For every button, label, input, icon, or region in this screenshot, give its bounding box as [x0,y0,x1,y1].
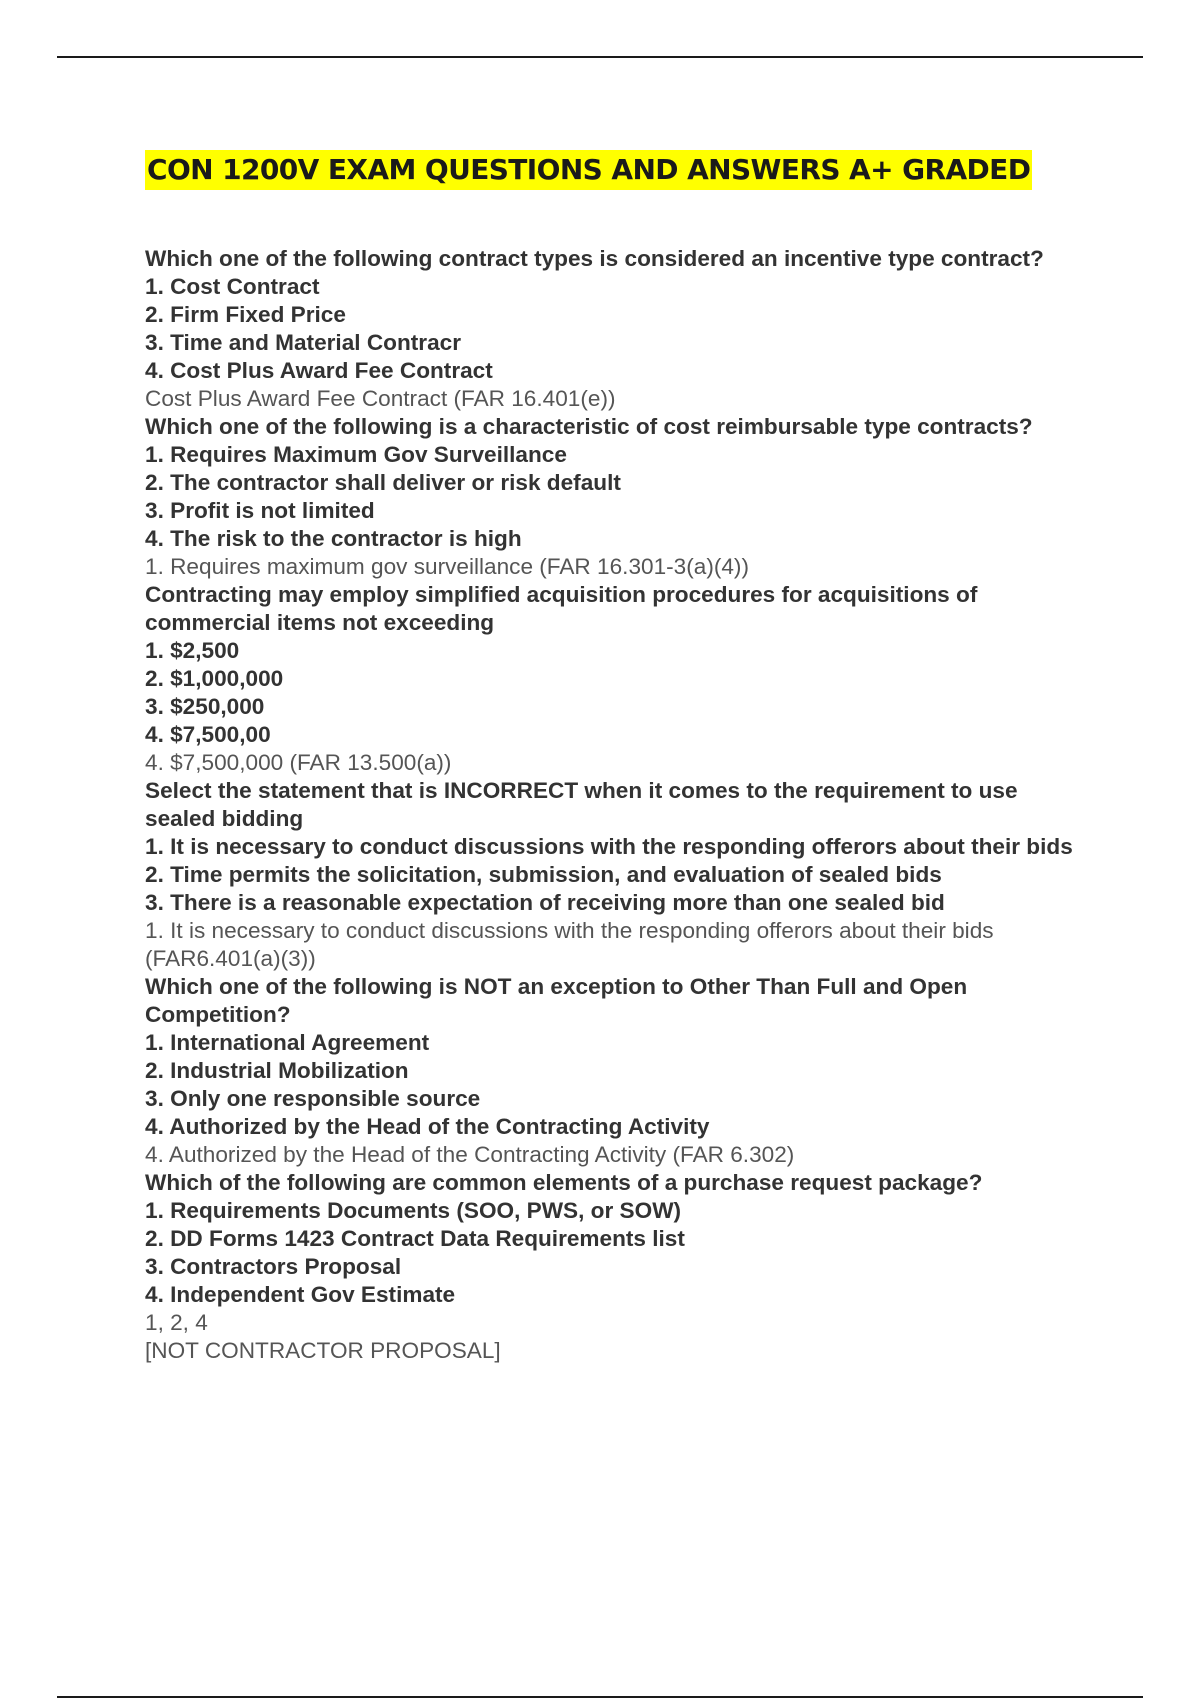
answer-option: 2. DD Forms 1423 Contract Data Requirements list [145,1226,685,1251]
answer-option: 3. Only one responsible source [145,1086,481,1111]
correct-answer: 1. Requires maximum gov surveillance (FAR 16.301-3(a)(4)) [145,554,749,579]
question-text: Which one of the following is a characteristic of cost reimbursable type contracts? [145,414,1033,439]
answer-option: 3. Contractors Proposal [145,1254,402,1279]
answer-option: 2. Industrial Mobilization [145,1058,409,1083]
question-block [145,973,1085,1169]
answer-option: 3. There is a reasonable expectation of receiving more than one sealed bid [145,890,945,915]
correct-answer: 1. It is necessary to conduct discussions with the responding offerors about their bids (FAR6.401(a)(3)) [145,918,994,971]
correct-answer: 4. $7,500,000 (FAR 13.500(a)) [145,750,452,775]
answer-option: 2. Firm Fixed Price [145,302,346,327]
question-block [145,581,1085,777]
answer-option: 3. $250,000 [145,694,265,719]
correct-answer: 1, 2, 4 [145,1310,208,1335]
correct-answer-note: [NOT CONTRACTOR PROPOSAL] [145,1338,501,1363]
answer-option: 3. Time and Material Contracr [145,330,461,355]
answer-option: 2. Time permits the solicitation, submission, and evaluation of sealed bids [145,862,942,887]
answer-option: 4. The risk to the contractor is high [145,526,522,551]
answer-option: 1. International Agreement [145,1030,430,1055]
answer-option: 1. Requirements Documents (SOO, PWS, or SOW) [145,1198,682,1223]
answer-option: 4. Independent Gov Estimate [145,1282,456,1307]
answer-option: 4. Cost Plus Award Fee Contract [145,358,493,383]
answer-option: 1. Requires Maximum Gov Surveillance [145,442,567,467]
answer-option: 1. It is necessary to conduct discussions with the responding offerors about their bids [145,834,1073,859]
question-text: Which one of the following is NOT an exception to Other Than Full and Open Competition? [145,974,968,1027]
question-block [145,1169,1085,1365]
correct-answer: 4. Authorized by the Head of the Contracting Activity (FAR 6.302) [145,1142,795,1167]
document-title: CON 1200V EXAM QUESTIONS AND ANSWERS A+ GRADED [145,150,1032,190]
answer-option: 4. $7,500,00 [145,722,271,747]
answer-option: 2. The contractor shall deliver or risk default [145,470,621,495]
header-rule [57,56,1143,58]
question-text: Which of the following are common elements of a purchase request package? [145,1170,983,1195]
question-block [145,245,1085,413]
answer-option: 4. Authorized by the Head of the Contracting Activity [145,1114,710,1139]
footer-rule [57,1696,1143,1698]
answer-option: 2. $1,000,000 [145,666,284,691]
answer-option: 1. Cost Contract [145,274,320,299]
answer-option: 1. $2,500 [145,638,240,663]
question-block [145,413,1085,581]
correct-answer: Cost Plus Award Fee Contract (FAR 16.401(e)) [145,386,616,411]
answer-option: 3. Profit is not limited [145,498,375,523]
question-text: Select the statement that is INCORRECT when it comes to the requirement to use sealed bidding [145,778,1018,831]
question-text: Contracting may employ simplified acquisition procedures for acquisitions of commercial items not exceeding [145,582,978,635]
qa-content [145,245,1085,1365]
question-block [145,777,1085,973]
question-text: Which one of the following contract types is considered an incentive type contract? [145,246,1044,271]
